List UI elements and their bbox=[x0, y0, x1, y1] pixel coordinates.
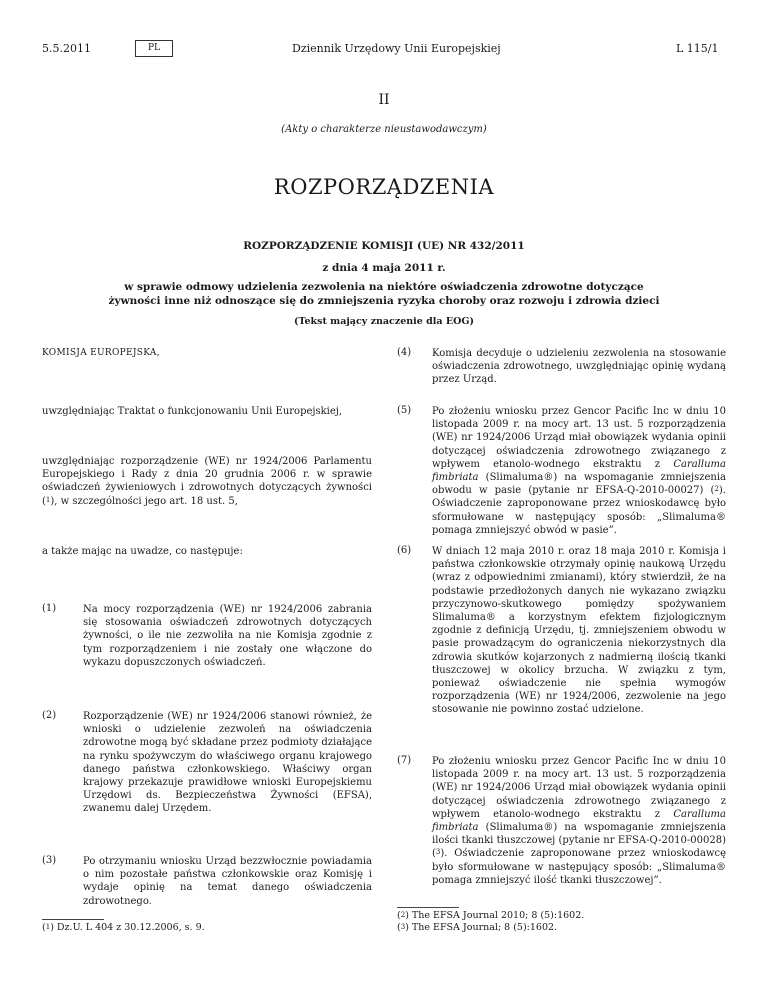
footnote-divider bbox=[42, 919, 104, 920]
footnote-1: ($^1$) Dz.U. L 404 z 30.12.2006, s. 9. bbox=[42, 922, 205, 933]
section-numeral: II bbox=[378, 92, 390, 108]
recital-number: (5) bbox=[397, 405, 412, 416]
eea-relevance: (Tekst mający znaczenie dla EOG) bbox=[294, 316, 474, 327]
section-subtitle: (Akty o charakterze nieustawodawczym) bbox=[281, 124, 487, 135]
regulation-citation: uwzględniając rozporządzenie (WE) nr 1924/2006 Parlamentu Europejskiego i Rady z dnia 20 grudnia 2006 r. w sprawie oświadczeń żywieniowych i zdrowotnych dotyczących żywności ($^1$), w szczególności jego art. 18 ust. 5, bbox=[42, 456, 372, 507]
recital-5: Po złożeniu wniosku przez Gencor Pacific Inc w dniu 10 listopada 2009 r. na mocy art. 13 ust. 5 rozporządzenia (WE) nr 1924/2006 Urząd miał obowiązek wydania opinii dotyczącej oświadczenia zdrowotnego związanego z wpływem etanolo-wodnego ekstraktu z Caralluma fimbriata (Slimaluma®) na wspomaganie zmniejszenia obwodu w pasie (pytanie nr EFSA-Q-2010-00027) ($^2$). Oświadczenie zaproponowane przez wnioskodawcę było sformułowane w następujący sposób: „Slimaluma® pomaga zmniejszyć obwód w pasie”. bbox=[432, 406, 726, 536]
footnote-ref-2[interactable]: 2 bbox=[714, 485, 719, 494]
page-reference: L 115/1 bbox=[676, 42, 719, 55]
header-date: 5.5.2011 bbox=[42, 42, 91, 55]
regulation-name: ROZPORZĄDZENIE KOMISJI (UE) NR 432/2011 bbox=[243, 240, 525, 252]
recital-number: (4) bbox=[397, 347, 412, 358]
recital-2: Rozporządzenie (WE) nr 1924/2006 stanowi również, że wnioski o udzielenie zezwoleń na oświadczenia zdrowotne mogą być składane przez podmioty działające na rynku spożywczym do właściwego organu krajowego danego państwa członkowskiego. Właściwy organ krajowy przekazuje prawidłowe wnioski Europejskiemu Urzędowi ds. Bezpieczeństwa Żywności (EFSA), zwanemu dalej Urzędem. bbox=[83, 711, 372, 815]
footnote-2: ($^2$) The EFSA Journal 2010; 8 (5):1602. bbox=[397, 910, 585, 921]
footnote-ref-1[interactable]: 1 bbox=[45, 495, 51, 504]
regulation-date: z dnia 4 maja 2011 r. bbox=[322, 262, 446, 274]
whereas-intro: a także mając na uwadze, co następuje: bbox=[42, 546, 243, 557]
language-badge: PL bbox=[135, 40, 173, 57]
footnote-3: ($^3$) The EFSA Journal; 8 (5):1602. bbox=[397, 922, 558, 933]
recital-number: (7) bbox=[397, 755, 412, 766]
footnote-divider bbox=[397, 907, 459, 908]
journal-title: Dziennik Urzędowy Unii Europejskiej bbox=[292, 42, 501, 55]
commission-intro: KOMISJA EUROPEJSKA, bbox=[42, 348, 160, 358]
recital-1: Na mocy rozporządzenia (WE) nr 1924/2006 zabrania się stosowania oświadczeń zdrowotnych dotyczących żywności, o ile nie zezwoliła na nie Komisja zgodnie z tym rozporządzeniem i nie zostały one włączone do wykazu dopuszczonych oświadczeń. bbox=[83, 604, 372, 668]
regulation-subject-line2: żywności inne niż odnoszące się do zmniejszenia ryzyka choroby oraz rozwoju i zdrowia dzieci bbox=[108, 295, 660, 307]
recital-7: Po złożeniu wniosku przez Gencor Pacific Inc w dniu 10 listopada 2009 r. na mocy art. 13 ust. 5 rozporządzenia (WE) nr 1924/2006 Urząd miał obowiązek wydania opinii dotyczącej oświadczenia zdrowotnego związanego z wpływem etanolo-wodnego ekstraktu z Caralluma fimbriata (Slimaluma®) na wspomaganie zmniejszenia ilości tkanki tłuszczowej (pytanie nr EFSA-Q-2010-00028) ($^3$). Oświadczenie zaproponowane przez wnioskodawcę było sformułowane w następujący sposób: „Slimaluma® pomaga zmniejszyć ilość tkanki tłuszczowej”. bbox=[432, 756, 726, 886]
recital-6: W dniach 12 maja 2010 r. oraz 18 maja 2010 r. Komisja i państwa członkowskie otrzymały opinię naukową Urzędu (wraz z odpowiednimi zmianami), który stwierdził, że na podstawie przedłożonych danych nie wykazano związku przyczynowo-skutkowego pomiędzy spożywaniem Slimaluma® a korzystnym efektem fizjologicznym zgodnie z definicją Urzędu, tj. zmniejszeniem obwodu w pasie prowadzącym do ograniczenia niekorzystnych dla zdrowia skutków kojarzonych z nadmierną ilością tkanki tłuszczowej w okolicy brzucha. W związku z tym, ponieważ oświadczenie nie spełnia wymogów rozporządzenia (WE) nr 1924/2006, zezwolenie na jego stosowanie nie powinno zostać udzielone. bbox=[432, 546, 726, 716]
recital-number: (6) bbox=[397, 545, 412, 556]
regulation-subject-line1: w sprawie odmowy udzielenia zezwolenia na niektóre oświadczenia zdrowotne dotyczące bbox=[124, 281, 644, 293]
treaty-citation: uwzględniając Traktat o funkcjonowaniu Unii Europejskiej, bbox=[42, 406, 343, 417]
recital-number: (1) bbox=[42, 603, 57, 614]
recital-4: Komisja decyduje o udzieleniu zezwolenia na stosowanie oświadczenia zdrowotnego, uwzględniając opinię wydaną przez Urząd. bbox=[432, 348, 726, 386]
footnote-ref-3[interactable]: 3 bbox=[435, 848, 441, 857]
recital-number: (2) bbox=[42, 710, 57, 721]
recital-3: Po otrzymaniu wniosku Urząd bezzwłocznie powiadamia o nim pozostałe państwa członkowskie oraz Komisję i wydaje opinię na temat danego oświadczenia zdrowotnego. bbox=[83, 856, 372, 907]
recital-number: (3) bbox=[42, 855, 57, 866]
section-title: ROZPORZĄDZENIA bbox=[273, 175, 495, 199]
